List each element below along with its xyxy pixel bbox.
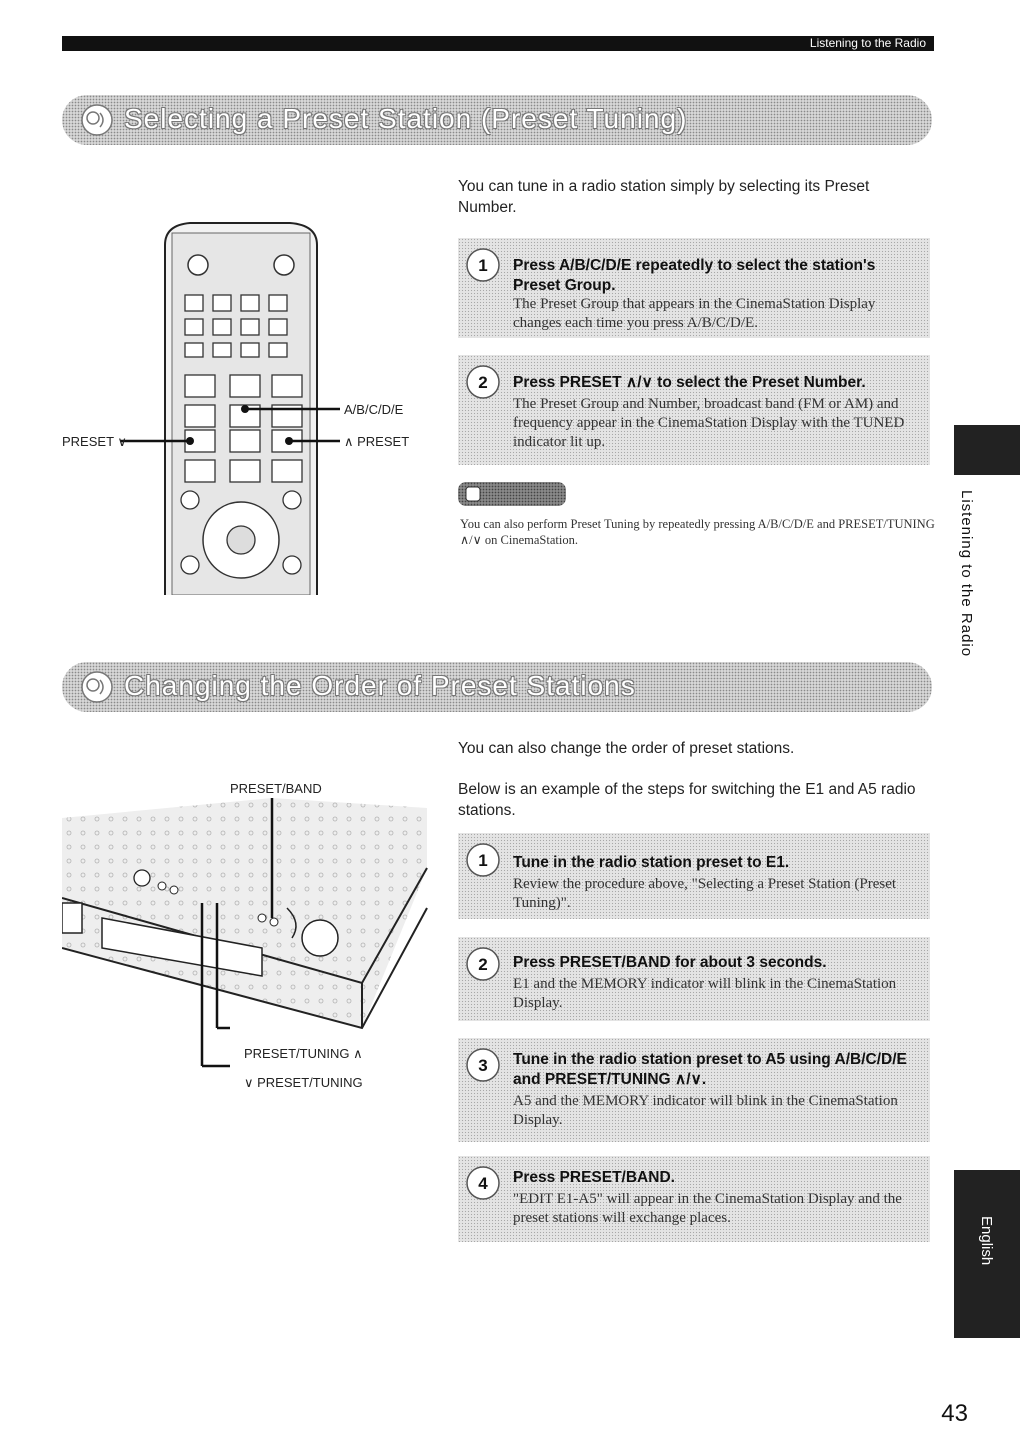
svg-text:1: 1 [478, 851, 488, 870]
step-box [458, 833, 930, 919]
section-banner-change-order [62, 662, 932, 712]
step-number-icon [464, 841, 502, 879]
language-tab [954, 1170, 1020, 1338]
figure-label-preset-band: PRESET/BAND [230, 781, 322, 796]
tip-text: You can also perform Preset Tuning by repeatedly pressing A/B/C/D/E and PRESET/TUNING ∧/∨ on CinemaStation. [460, 517, 935, 547]
chapter-tab-label: Listening to the Radio [958, 490, 975, 658]
svg-text:3: 3 [478, 1056, 488, 1075]
section-banner-preset-tuning [62, 95, 932, 145]
figure-label-tuning-up: PRESET/TUNING ∧ [244, 1046, 363, 1061]
figure-label-preset-up: ∧ PRESET [344, 434, 410, 449]
step-box [458, 1156, 930, 1242]
step-description: E1 and the MEMORY indicator will blink in the CinemaStation Display. [513, 976, 897, 1011]
step-description: The Preset Group that appears in the CinemaStation Display changes each time you press A/B/C/D/E. [513, 296, 876, 331]
step-box [458, 937, 930, 1021]
svg-text:2: 2 [478, 955, 488, 974]
tip-icon [464, 485, 482, 503]
section-intro: You can also change the order of preset stations. [458, 740, 795, 757]
section-bullet-icon [80, 670, 114, 704]
svg-text:1: 1 [478, 256, 488, 275]
figure-label-abcde: A/B/C/D/E [344, 402, 404, 417]
step-description: The Preset Group and Number, broadcast band (FM or AM) and frequency appear in the CinemaStation Display with the TUNED indicator lit up. [513, 396, 905, 450]
section-intro: Below is an example of the steps for switching the E1 and A5 radio stations. [458, 781, 916, 819]
step-heading: Press PRESET ∧/∨ to select the Preset Number. [513, 374, 866, 391]
step-description: "EDIT E1-A5" will appear in the CinemaStation Display and the preset stations will exchange places. [513, 1191, 902, 1226]
section-title: Selecting a Preset Station (Preset Tuning) [124, 103, 688, 134]
step-box [458, 355, 930, 465]
step-heading: Press A/B/C/D/E repeatedly to select the station's Preset Group. [513, 257, 876, 294]
header-bar [62, 36, 934, 51]
section-intro: You can tune in a radio station simply by selecting its Preset Number. [458, 178, 870, 216]
step-number-icon [464, 1164, 502, 1202]
step-number-icon [464, 1046, 502, 1084]
tip-label [458, 482, 566, 506]
step-number-icon [464, 945, 502, 983]
section-bullet-icon [80, 103, 114, 137]
step-heading: Tune in the radio station preset to A5 using A/B/C/D/E and PRESET/TUNING ∧/∨. [513, 1051, 907, 1088]
step-description: Review the procedure above, "Selecting a Preset Station (Preset Tuning)". [513, 876, 897, 911]
section-title: Changing the Order of Preset Stations [124, 670, 636, 701]
step-heading: Tune in the radio station preset to E1. [513, 854, 790, 871]
step-box [458, 238, 930, 338]
step-heading: Press PRESET/BAND. [513, 1169, 675, 1186]
step-heading: Press PRESET/BAND for about 3 seconds. [513, 954, 827, 971]
step-number-icon [464, 363, 502, 401]
step-box [458, 1038, 930, 1142]
step-description: A5 and the MEMORY indicator will blink in the CinemaStation Display. [513, 1093, 898, 1128]
chapter-tab-marker [954, 425, 1020, 475]
figure-label-tuning-down: ∨ PRESET/TUNING [244, 1075, 363, 1090]
figure-label-preset-down: PRESET ∨ [62, 434, 127, 449]
step-number-icon [464, 246, 502, 284]
svg-text:2: 2 [478, 373, 488, 392]
language-tab-label: English [978, 1216, 995, 1266]
svg-text:4: 4 [478, 1174, 488, 1193]
page-number: 43 [941, 1400, 968, 1427]
header-chapter: Listening to the Radio [809, 36, 926, 50]
